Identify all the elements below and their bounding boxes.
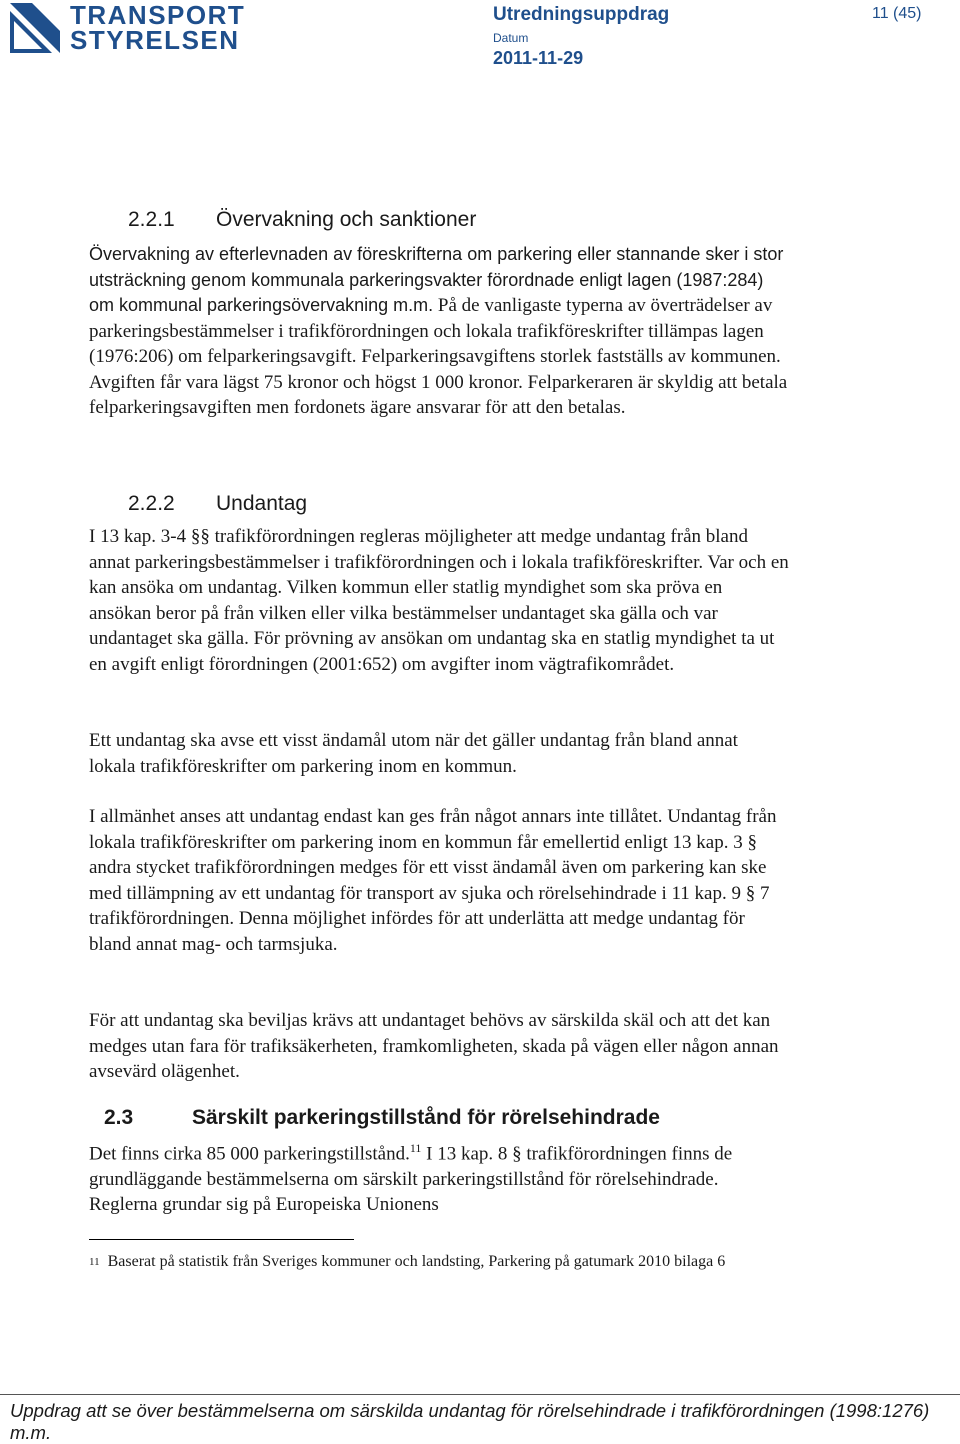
heading-title: Särskilt parkeringstillstånd för rörelsehindrade bbox=[192, 1106, 660, 1129]
footnote-text: Baserat på statistik från Sveriges kommuner och landsting, Parkering på gatumark 2010 bilaga 6 bbox=[107, 1253, 726, 1270]
heading-number: 2.3 bbox=[104, 1106, 134, 1129]
heading-2-2-1 bbox=[128, 208, 476, 232]
document-type: Utredningsuppdrag bbox=[493, 4, 670, 25]
footnote bbox=[89, 1251, 789, 1273]
heading-2-3 bbox=[104, 1106, 660, 1130]
heading-title: Undantag bbox=[216, 492, 308, 515]
page-number: 11 (45) bbox=[872, 5, 922, 22]
footnote-divider bbox=[89, 1239, 354, 1240]
paragraph-overvakning bbox=[89, 242, 789, 421]
paragraph-serif-part: På de vanligaste typerna av överträdelser av parkeringsbestämmelser i trafikförordningen och lokala trafikföreskrifter tillämpas lagen (1976:206) om felparkeringsavgift. Felparkeringsavgiftens storlek fastställs av kommunen. Avgiften får vara lägst 75 kronor och högst 1 000 kronor. Felparkeraren är skyldig att betala felparkeringsavgiften men fordonets ägare ansvarar för att den betalas. bbox=[89, 295, 788, 418]
heading-number: 2.2.2 bbox=[128, 492, 175, 515]
footnote-mark: 11 bbox=[89, 1256, 100, 1268]
paragraph-undantag-2: Ett undantag ska avse ett visst ändamål utom när det gäller undantag från bland annat lokala trafikföreskrifter om parkering inom en kommun. bbox=[89, 730, 738, 777]
paragraph-parkeringstillstand bbox=[89, 1136, 789, 1218]
footnote-reference: 11 bbox=[409, 1141, 422, 1155]
heading-2-2-2 bbox=[128, 492, 307, 516]
transportstyrelsen-logo bbox=[10, 0, 246, 55]
logo-text-line2: STYRELSEN bbox=[70, 25, 240, 55]
footer-divider bbox=[0, 1394, 960, 1395]
logo-text-line1: TRANSPORT bbox=[70, 0, 246, 30]
paragraph-undantag-4: För att undantag ska beviljas krävs att undantaget behövs av särskilda skäl och att det kan medges utan fara för trafiksäkerheten, framkomligheten, skada på vägen eller någon annan avsevärd olägenhet. bbox=[89, 1010, 779, 1082]
paragraph-undantag-3: I allmänhet anses att undantag endast kan ges från något annars inte tillåtet. Undantag från lokala trafikföreskrifter om parkering inom en kommun får emellertid enligt 13 kap. 3 § andra stycket trafikförordningen medges för ett visst ändamål även om parkering kan ske med tillämpning av ett undantag för transport av sjuka och rörelsehindrade i 11 kap. 9 § 7 trafikförordningen. Denna möjlighet infördes för att underlätta att medge undantag för bland annat mag- och tarmsjuka. bbox=[89, 806, 777, 955]
footer-text: Uppdrag att se över bestämmelserna om särskilda undantag för rörelsehindrade i trafikförordningen (1998:1276) m.m. bbox=[10, 1400, 930, 1443]
paragraph-text-end: I 13 kap. 8 § trafikförordningen finns de grundläggande bestämmelserna om särskilt parkeringstillstånd för rörelsehindrade. Reglerna grundar sig på Europeiska Unionens bbox=[89, 1143, 733, 1216]
paragraph-undantag-1: I 13 kap. 3-4 §§ trafikförordningen regleras möjligheter att medge undantag från bland annat parkeringsbestämmelser i trafikförordningen och i lokala trafikföreskrifter. Var och en kan ansöka om undantag. Vilken kommun eller statlig myndighet som ska pröva en ansökan beror på från vilken eller vilka bestämmelser undantaget ska gälla och var undantaget ska gälla. För prövning av ansökan om undantag ska en statlig myndighet ta ut en avgift enligt förordningen (2001:652) om avgifter inom vägtrafikområdet. bbox=[89, 526, 789, 675]
paragraph-sans-part: Övervakning av efterlevnaden av föreskrifterna om parkering eller stannande sker i stor utsträckning genom kommunala parkeringsvakter förordnade enligt lagen (1987:284) om kommunal parkeringsövervakning m.m. bbox=[89, 244, 784, 315]
date-label: Datum bbox=[493, 31, 529, 45]
logo-mark-icon bbox=[10, 3, 60, 53]
heading-number: 2.2.1 bbox=[128, 208, 175, 231]
date-value: 2011-11-29 bbox=[493, 48, 584, 68]
heading-title: Övervakning och sanktioner bbox=[216, 208, 477, 231]
paragraph-text-start: Det finns cirka 85 000 parkeringstillstånd. bbox=[89, 1143, 410, 1165]
